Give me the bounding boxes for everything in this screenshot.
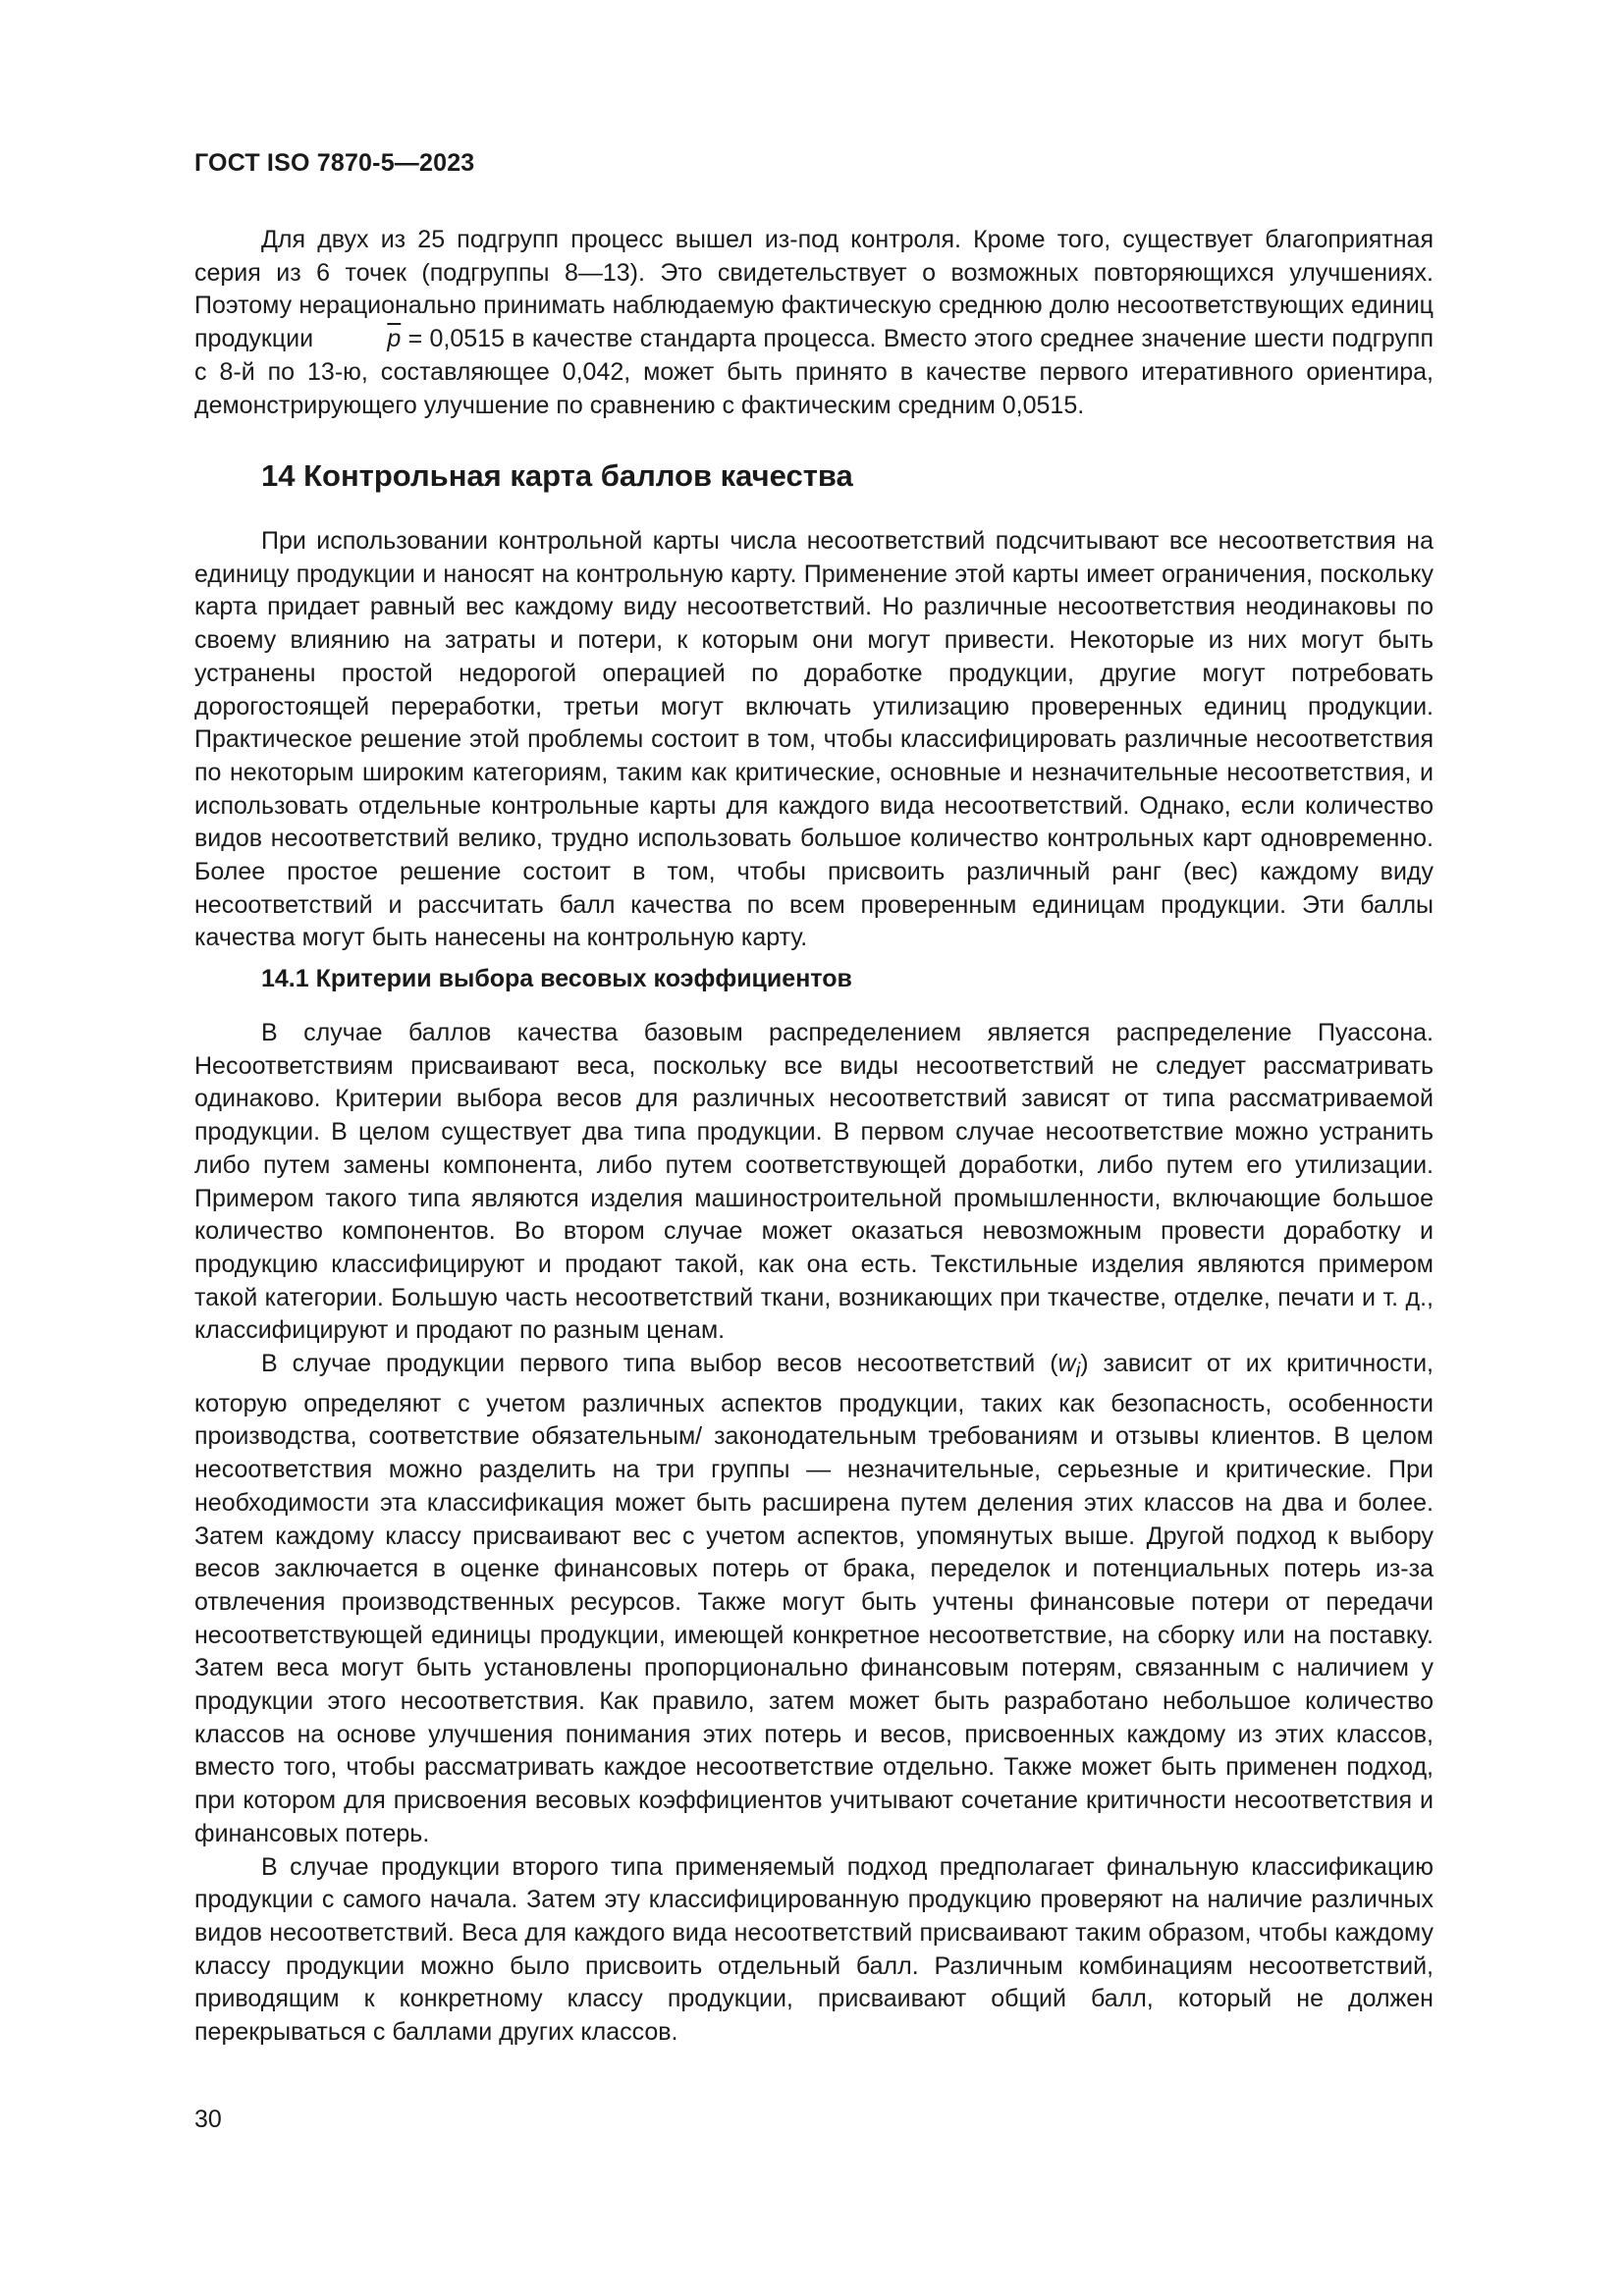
section-14-1-paragraph-3: В случае продукции второго типа применяемый подход предполагает финальную классификацию продукции с самого начала. Затем эту классифицированную продукцию проверяют на наличие различных видов несоответствий. Веса для каждого вида несоответствий присваивают таким образом, чтобы каждому классу продукции можно было присвоить отдельный балл. Различным комбинациям несоответствий, приводящим к конкретному классу продукции, присваивают общий балл, который не должен перекрываться с баллами других классов. [194, 1852, 1434, 2047]
intro-text-start: Для двух из 25 подгрупп процесс вышел из-под контроля. Кроме того, существует благоприятная серия из 6 точек (подгруппы 8—13). Это свидетельствует о возможных повторяющихся улучшениях. Поэтому нерационально принимать наблюдаемую фактическую среднюю долю несоответствующих единиц продукции [194, 226, 1434, 353]
paragraph-2-text-start: В случае продукции первого типа выбор весов несоответствий ( [261, 1350, 1058, 1378]
section-14-heading: 14 Контрольная карта баллов качества [261, 458, 853, 493]
section-14-1-paragraph-2 [194, 1348, 1434, 1851]
section-14-1-heading: 14.1 Критерии выбора весовых коэффициентов [261, 965, 852, 992]
w-subscript: i [1075, 1360, 1081, 1383]
w-symbol: w [1057, 1350, 1076, 1378]
intro-text-end: = 0,0515 в качестве стандарта процесса. Вместо этого среднее значение шести подгрупп с 8-й по 13-ю, составляющее 0,042, может быть принято в качестве первого итеративного ориентира, демонстрирующего улучшение по сравнению с фактическим средним 0,0515. [194, 325, 1434, 419]
section-14-1-paragraph-1: В случае баллов качества базовым распределением является распределение Пуассона. Несоответствиям присваивают веса, поскольку все виды несоответствий не следует рассматривать одинаково. Критерии выбора весов для различных несоответствий зависят от типа рассматриваемой продукции. В целом существует два типа продукции. В первом случае несоответствие можно устранить либо путем замены компонента, либо путем соответствующей доработки, либо путем его утилизации. Примером такого типа являются изделия машиностроительной промышленности, включающие большое количество компонентов. Во втором случае может оказаться невозможным провести доработку и продукцию классифицируют и продают такой, как она есть. Текстильные изделия являются примером такой категории. Большую часть несоответствий ткани, возникающих при ткачестве, отделке, печати и т. д., классифицируют и продают по разным ценам. [194, 1019, 1434, 1345]
section-14-block [194, 525, 1434, 955]
page-number: 30 [194, 2106, 222, 2133]
section-14-1-block [194, 1017, 1434, 2050]
p-bar-symbol: $\overline{p}$ [387, 325, 402, 353]
intro-paragraph [194, 224, 1434, 422]
section-14-paragraph: При использовании контрольной карты числа несоответствий подсчитывают все несоответствия на единицу продукции и наносят на контрольную карту. Применение этой карты имеет ограничения, поскольку карта придает равный вес каждому виду несоответствий. Но различные несоответствия неодинаковы по своему влиянию на затраты и потери, к которым они могут привести. Некоторые из них могут быть устранены простой недорогой операцией по доработке продукции, другие могут потребовать дорогостоящей переработки, третьи могут включать утилизацию проверенных единиц продукции. Практическое решение этой проблемы состоит в том, чтобы классифицировать различные несоответствия по некоторым широким категориям, таким как критические, основные и незначительные несоответствия, и использовать отдельные контрольные карты для каждого вида несоответствий. Однако, если количество видов несоответствий велико, трудно использовать большое количество контрольных карт одновременно. Более простое решение состоит в том, чтобы присвоить различный ранг (вес) каждому виду несоответствий и рассчитать балл качества по всем проверенным единицам продукции. Эти баллы качества могут быть нанесены на контрольную карту. [194, 527, 1434, 952]
paragraph-2-text-end: ) зависит от их критичности, которую определяют с учетом различных аспектов продукции, таких как безопасность, особенности производства, соответствие обязательным/ законодательным требованиям и отзывы клиентов. В целом несоответствия можно разделить на три группы — незначительные, серьезные и критические. При необходимости эта классификация может быть расширена путем деления этих классов на два и более. Затем каждому классу присваивают вес с учетом аспектов, упомянутых выше. Другой подход к выбору весов заключается в оценке финансовых потерь от брака, переделок и потенциальных потерь из-за отвлечения производственных ресурсов. Также могут быть учтены финансовые потери от передачи несоответствующей единицы продукции, имеющей конкретное несоответствие, на сборку или на поставку. Затем веса могут быть установлены пропорционально финансовым потерям, связанным с наличием у продукции этого несоответствия. Как правило, затем может быть разработано небольшое количество классов на основе улучшения понимания этих потерь и весов, присвоенных каждому из этих классов, вместо того, чтобы рассматривать каждое несоответствие отдельно. Также может быть применен подход, при котором для присвоения весовых коэффициентов учитывают сочетание критичности несоответствия и финансовых потерь. [194, 1350, 1434, 1847]
document-header: ГОСТ ISO 7870-5—2023 [194, 149, 475, 177]
intro-block [194, 224, 1434, 422]
